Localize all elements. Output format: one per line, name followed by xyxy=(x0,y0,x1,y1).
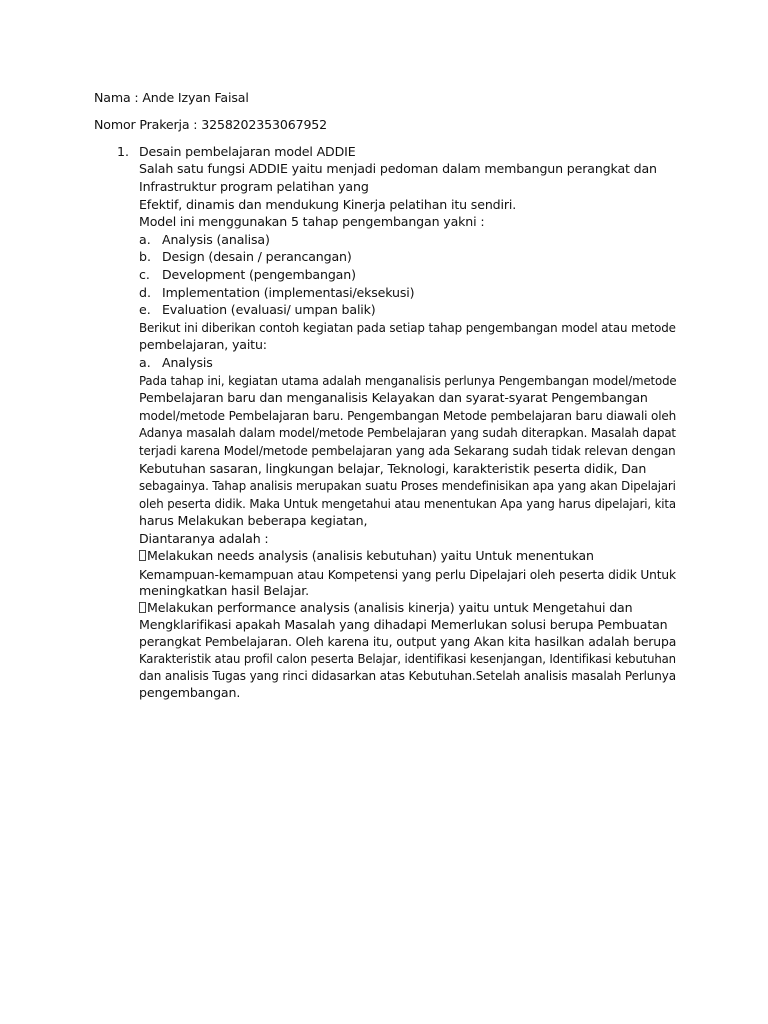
stage-text: Evaluation (evaluasi/ umpan balik) xyxy=(162,302,376,317)
paragraph-line: model/metode Pembelajaran baru. Pengembangan Metode pembelajaran baru diawali oleh xyxy=(139,408,677,423)
intro-line: Salah satu fungsi ADDIE yaitu menjadi pedoman dalam membangun perangkat dan xyxy=(139,161,657,176)
bullet-line xyxy=(139,547,594,564)
paragraph-line: terjadi karena Model/metode pembelajaran yang ada Sekarang sudah tidak relevan dengan xyxy=(139,443,676,458)
paragraph-line: Pada tahap ini, kegiatan utama adalah menganalisis perlunya Pengembangan model/metode xyxy=(139,373,677,388)
bullet-line: Karakteristik atau profil calon peserta Belajar, identifikasi kesenjangan, Identifikasi kebutuhan xyxy=(139,651,676,666)
missing-glyph-icon xyxy=(139,602,146,613)
stage-text: Implementation (implementasi/eksekusi) xyxy=(162,285,415,300)
bullet-line: meningkatkan hasil Belajar. xyxy=(139,583,310,598)
bullet-line: Kemampuan-kemampuan atau Kompetensi yang perlu Dipelajari oleh peserta didik Untuk xyxy=(139,567,676,582)
intro-line: Model ini menggunakan 5 tahap pengembangan yakni : xyxy=(139,214,485,229)
stage-text: Analysis (analisa) xyxy=(162,232,270,247)
paragraph-line: sebagainya. Tahap analisis merupakan suatu Proses mendefinisikan apa yang akan Dipelajari xyxy=(139,478,676,493)
stage-label: a. xyxy=(139,232,151,247)
intro-line: Efektif, dinamis dan mendukung Kinerja pelatihan itu sendiri. xyxy=(139,197,517,212)
bullet-line: dan analisis Tugas yang rinci didasarkan atas Kebutuhan.Setelah analisis masalah Perlunya xyxy=(139,668,676,683)
bullet-line: perangkat Pembelajaran. Oleh karena itu, output yang Akan kita hasilkan adalah berupa xyxy=(139,634,677,649)
paragraph-line: Pembelajaran baru dan menganalisis Kelayakan dan syarat-syarat Pengembangan xyxy=(139,390,648,405)
list-number: 1. xyxy=(117,144,130,159)
paragraph-line: harus Melakukan beberapa kegiatan, xyxy=(139,513,368,528)
stage-label: e. xyxy=(139,302,151,317)
missing-glyph-icon xyxy=(139,550,146,561)
stage-label: b. xyxy=(139,249,151,264)
paragraph-line: Kebutuhan sasaran, lingkungan belajar, Teknologi, karakteristik peserta didik, Dan xyxy=(139,461,647,476)
name-line: Nama : Ande Izyan Faisal xyxy=(94,90,249,105)
diantaranya-line: Diantaranya adalah : xyxy=(139,531,269,546)
prakerja-number-line: Nomor Prakerja : 3258202353067952 xyxy=(94,117,328,132)
stage-text: Design (desain / perancangan) xyxy=(162,249,352,264)
section-title: Desain pembelajaran model ADDIE xyxy=(139,144,356,159)
sub-item-text: Analysis xyxy=(162,355,213,370)
bullet-text: Melakukan performance analysis (analisis kinerja) yaitu untuk Mengetahui dan xyxy=(147,600,633,615)
stage-text: Development (pengembangan) xyxy=(162,267,356,282)
paragraph-line: oleh peserta didik. Maka Untuk mengetahui atau menentukan Apa yang harus dipelajari, kita xyxy=(139,496,676,511)
sub-item-label: a. xyxy=(139,355,151,370)
stage-label: c. xyxy=(139,267,150,282)
bullet-line: Mengklarifikasi apakah Masalah yang dihadapi Memerlukan solusi berupa Pembuatan xyxy=(139,617,668,632)
bullet-text: Melakukan needs analysis (analisis kebutuhan) yaitu Untuk menentukan xyxy=(147,548,594,563)
example-intro-line: pembelajaran, yaitu: xyxy=(139,337,267,352)
paragraph-line: Adanya masalah dalam model/metode Pembelajaran yang sudah diterapkan. Masalah dapat xyxy=(139,425,676,440)
bullet-line xyxy=(139,599,632,616)
bullet-line: pengembangan. xyxy=(139,685,241,700)
stage-label: d. xyxy=(139,285,151,300)
intro-line: Infrastruktur program pelatihan yang xyxy=(139,179,369,194)
example-intro-line: Berikut ini diberikan contoh kegiatan pada setiap tahap pengembangan model atau metode xyxy=(139,320,676,335)
